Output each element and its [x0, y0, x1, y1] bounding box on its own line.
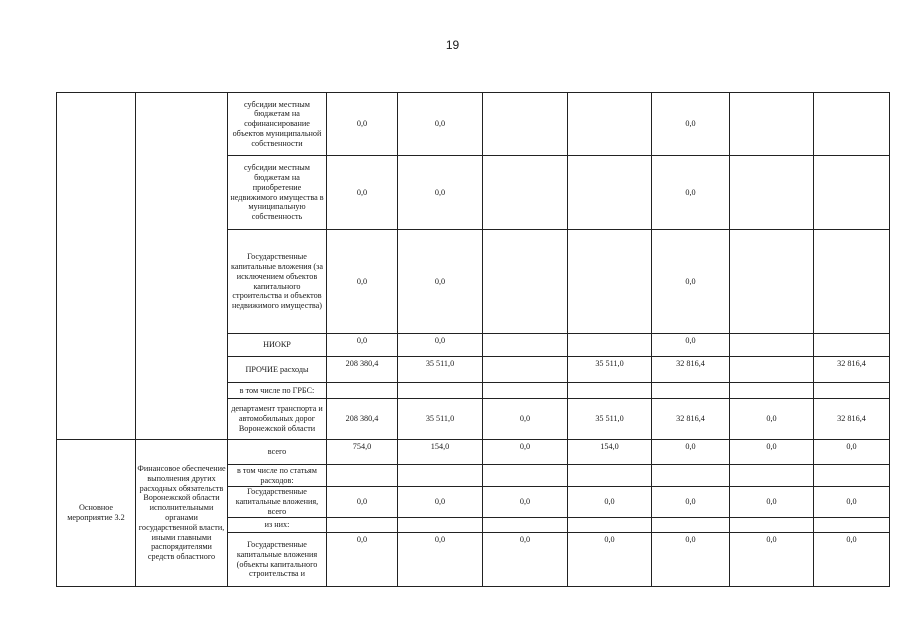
- row-label: всего: [228, 440, 327, 465]
- value-cell: 0,0: [814, 533, 890, 587]
- value-cell: [568, 383, 652, 399]
- value-cell: 0,0: [730, 487, 814, 518]
- value-cell: 0,0: [398, 156, 483, 230]
- value-cell: [814, 383, 890, 399]
- row-label: субсидии местным бюджетам на приобретение недвижимого имущества в муниципальную собственность: [228, 156, 327, 230]
- table-row: [57, 93, 890, 156]
- value-cell: [814, 465, 890, 487]
- value-cell: [327, 518, 398, 533]
- value-cell: [730, 357, 814, 383]
- value-cell: [568, 334, 652, 357]
- value-cell: 0,0: [398, 487, 483, 518]
- value-cell: [483, 156, 568, 230]
- value-cell: 0,0: [483, 487, 568, 518]
- value-cell: [483, 357, 568, 383]
- name-cell: Финансовое обеспечение выполнения других расходных обязательств Воронежской области исполнительными органами государственной власти, иными главными распорядителями средств областного: [136, 440, 228, 587]
- value-cell: [483, 334, 568, 357]
- value-cell: [483, 230, 568, 334]
- value-cell: 0,0: [483, 399, 568, 440]
- value-cell: 35 511,0: [568, 399, 652, 440]
- value-cell: 0,0: [652, 230, 730, 334]
- value-cell: 32 816,4: [652, 357, 730, 383]
- value-cell: 0,0: [327, 533, 398, 587]
- value-cell: [730, 518, 814, 533]
- value-cell: 35 511,0: [398, 399, 483, 440]
- value-cell: 0,0: [483, 533, 568, 587]
- row-label: субсидии местным бюджетам на софинансирование объектов муниципальной собственности: [228, 93, 327, 156]
- value-cell: [568, 518, 652, 533]
- value-cell: 0,0: [730, 399, 814, 440]
- row-label: Государственные капитальные вложения, всего: [228, 487, 327, 518]
- row-label: в том числе по статьям расходов:: [228, 465, 327, 487]
- value-cell: [730, 230, 814, 334]
- value-cell: [568, 465, 652, 487]
- value-cell: [398, 383, 483, 399]
- row-label: в том числе по ГРБС:: [228, 383, 327, 399]
- value-cell: 154,0: [398, 440, 483, 465]
- value-cell: 0,0: [814, 440, 890, 465]
- value-cell: [398, 518, 483, 533]
- value-cell: 0,0: [398, 230, 483, 334]
- value-cell: 0,0: [568, 487, 652, 518]
- status-cell: Основное мероприятие 3.2: [57, 440, 136, 587]
- value-cell: [483, 383, 568, 399]
- value-cell: [730, 156, 814, 230]
- value-cell: [814, 93, 890, 156]
- value-cell: 154,0: [568, 440, 652, 465]
- value-cell: [568, 230, 652, 334]
- row-label: НИОКР: [228, 334, 327, 357]
- value-cell: 0,0: [652, 334, 730, 357]
- value-cell: 0,0: [652, 440, 730, 465]
- value-cell: 0,0: [483, 440, 568, 465]
- value-cell: [814, 334, 890, 357]
- value-cell: 0,0: [327, 487, 398, 518]
- value-cell: 208 380,4: [327, 357, 398, 383]
- value-cell: [814, 518, 890, 533]
- table-row: [57, 440, 890, 465]
- value-cell: 754,0: [327, 440, 398, 465]
- row-label: Государственные капитальные вложения (объекты капитального строительства и: [228, 533, 327, 587]
- value-cell: 0,0: [398, 533, 483, 587]
- name-cell-empty: [136, 93, 228, 440]
- row-label: Государственные капитальные вложения (за исключением объектов капитального строительства и объектов недвижимого имущества): [228, 230, 327, 334]
- value-cell: [814, 230, 890, 334]
- value-cell: 0,0: [327, 230, 398, 334]
- value-cell: [730, 465, 814, 487]
- value-cell: 32 816,4: [652, 399, 730, 440]
- value-cell: 35 511,0: [398, 357, 483, 383]
- value-cell: [398, 465, 483, 487]
- value-cell: [568, 156, 652, 230]
- value-cell: 0,0: [398, 334, 483, 357]
- value-cell: 35 511,0: [568, 357, 652, 383]
- value-cell: [483, 93, 568, 156]
- value-cell: 0,0: [730, 440, 814, 465]
- value-cell: [730, 383, 814, 399]
- value-cell: [652, 465, 730, 487]
- value-cell: [327, 383, 398, 399]
- value-cell: [814, 156, 890, 230]
- value-cell: [652, 518, 730, 533]
- value-cell: [483, 518, 568, 533]
- value-cell: 0,0: [398, 93, 483, 156]
- value-cell: 208 380,4: [327, 399, 398, 440]
- status-cell-empty: [57, 93, 136, 440]
- page-number: 19: [445, 38, 460, 52]
- value-cell: 0,0: [327, 334, 398, 357]
- value-cell: 0,0: [327, 93, 398, 156]
- value-cell: 0,0: [814, 487, 890, 518]
- value-cell: 0,0: [652, 156, 730, 230]
- value-cell: [652, 383, 730, 399]
- value-cell: 32 816,4: [814, 357, 890, 383]
- value-cell: 0,0: [652, 93, 730, 156]
- value-cell: 0,0: [652, 533, 730, 587]
- value-cell: [730, 334, 814, 357]
- value-cell: 0,0: [327, 156, 398, 230]
- value-cell: [568, 93, 652, 156]
- value-cell: 0,0: [652, 487, 730, 518]
- budget-table: [56, 92, 890, 587]
- row-label: департамент транспорта и автомобильных дорог Воронежской области: [228, 399, 327, 440]
- value-cell: 0,0: [568, 533, 652, 587]
- row-label: ПРОЧИЕ расходы: [228, 357, 327, 383]
- row-label: из них:: [228, 518, 327, 533]
- value-cell: [730, 93, 814, 156]
- value-cell: 32 816,4: [814, 399, 890, 440]
- value-cell: [327, 465, 398, 487]
- value-cell: [483, 465, 568, 487]
- value-cell: 0,0: [730, 533, 814, 587]
